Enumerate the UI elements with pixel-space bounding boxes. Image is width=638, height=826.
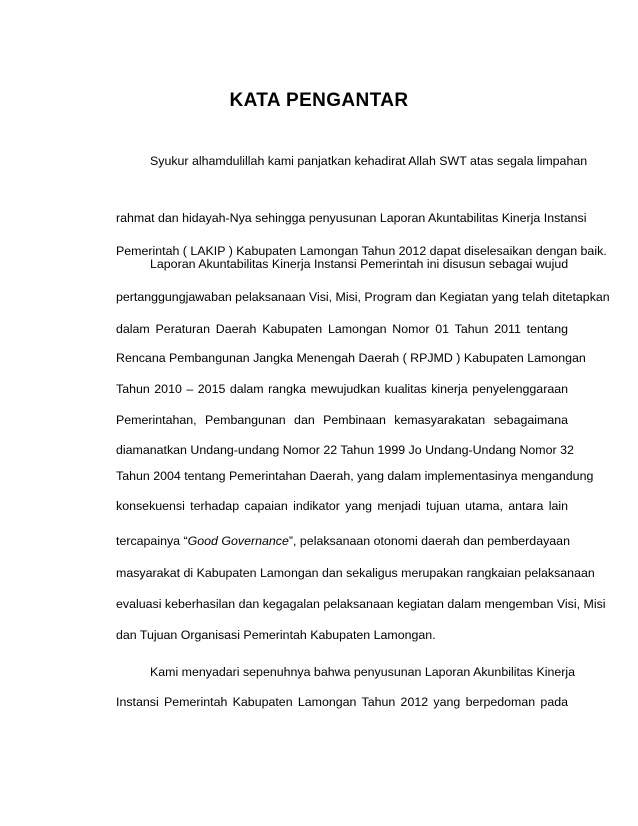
paragraph-line: Kami menyadari sepenuhnya bahwa penyusunan Laporan Akunbilitas Kinerja bbox=[150, 665, 576, 679]
paragraph-line: masyarakat di Kabupaten Lamongan dan sekaligus merupakan rangkaian pelaksanaan bbox=[116, 566, 595, 580]
paragraph-line: Instansi Pemerintah Kabupaten Lamongan Tahun 2012 yang berpedoman pada bbox=[116, 695, 568, 709]
paragraph-line: Tahun 2004 tentang Pemerintahan Daerah, yang dalam implementasinya mengandung bbox=[116, 469, 594, 483]
paragraph-line: konsekuensi terhadap capaian indikator yang menjadi tujuan utama, antara lain bbox=[116, 499, 568, 513]
paragraph-line: Pemerintahan, Pembangunan dan Pembinaan kemasyarakatan sebagaimana bbox=[116, 413, 568, 427]
paragraph-line: dan Tujuan Organisasi Pemerintah Kabupaten Lamongan. bbox=[116, 628, 436, 642]
paragraph-line: Rencana Pembangunan Jangka Menengah Daerah ( RPJMD ) Kabupaten Lamongan bbox=[116, 351, 586, 365]
paragraph-line: rahmat dan hidayah-Nya sehingga penyusunan Laporan Akuntabilitas Kinerja Instansi bbox=[116, 211, 587, 225]
paragraph-line bbox=[116, 533, 568, 549]
paragraph-line: Laporan Akuntabilitas Kinerja Instansi Pemerintah ini disusun sebagai wujud bbox=[150, 257, 569, 271]
line-text: tercapainya “ bbox=[116, 534, 188, 548]
paragraph-line: Syukur alhamdulillah kami panjatkan kehadirat Allah SWT atas segala limpahan bbox=[150, 154, 588, 168]
paragraph-line: Tahun 2010 – 2015 dalam rangka mewujudkan kualitas kinerja penyelenggaraan bbox=[116, 382, 568, 396]
paragraph-line: pertanggungjawaban pelaksanaan Visi, Misi, Program dan Kegiatan yang telah ditetapkan bbox=[116, 290, 610, 304]
paragraph-line: Pemerintah ( LAKIP ) Kabupaten Lamongan Tahun 2012 dapat diselesaikan dengan baik. bbox=[116, 244, 607, 258]
paragraph-line: dalam Peraturan Daerah Kabupaten Lamongan Nomor 01 Tahun 2011 tentang bbox=[116, 322, 568, 336]
page-title: KATA PENGANTAR bbox=[229, 90, 409, 111]
italic-term: Good Governance bbox=[187, 534, 289, 548]
line-text: ”, pelaksanaan otonomi daerah dan pemberdayaan bbox=[288, 534, 570, 548]
paragraph-line: diamanatkan Undang-undang Nomor 22 Tahun 1999 Jo Undang-Undang Nomor 32 bbox=[116, 443, 574, 457]
paragraph-line: evaluasi keberhasilan dan kegagalan pelaksanaan kegiatan dalam mengemban Visi, Misi bbox=[116, 597, 606, 611]
